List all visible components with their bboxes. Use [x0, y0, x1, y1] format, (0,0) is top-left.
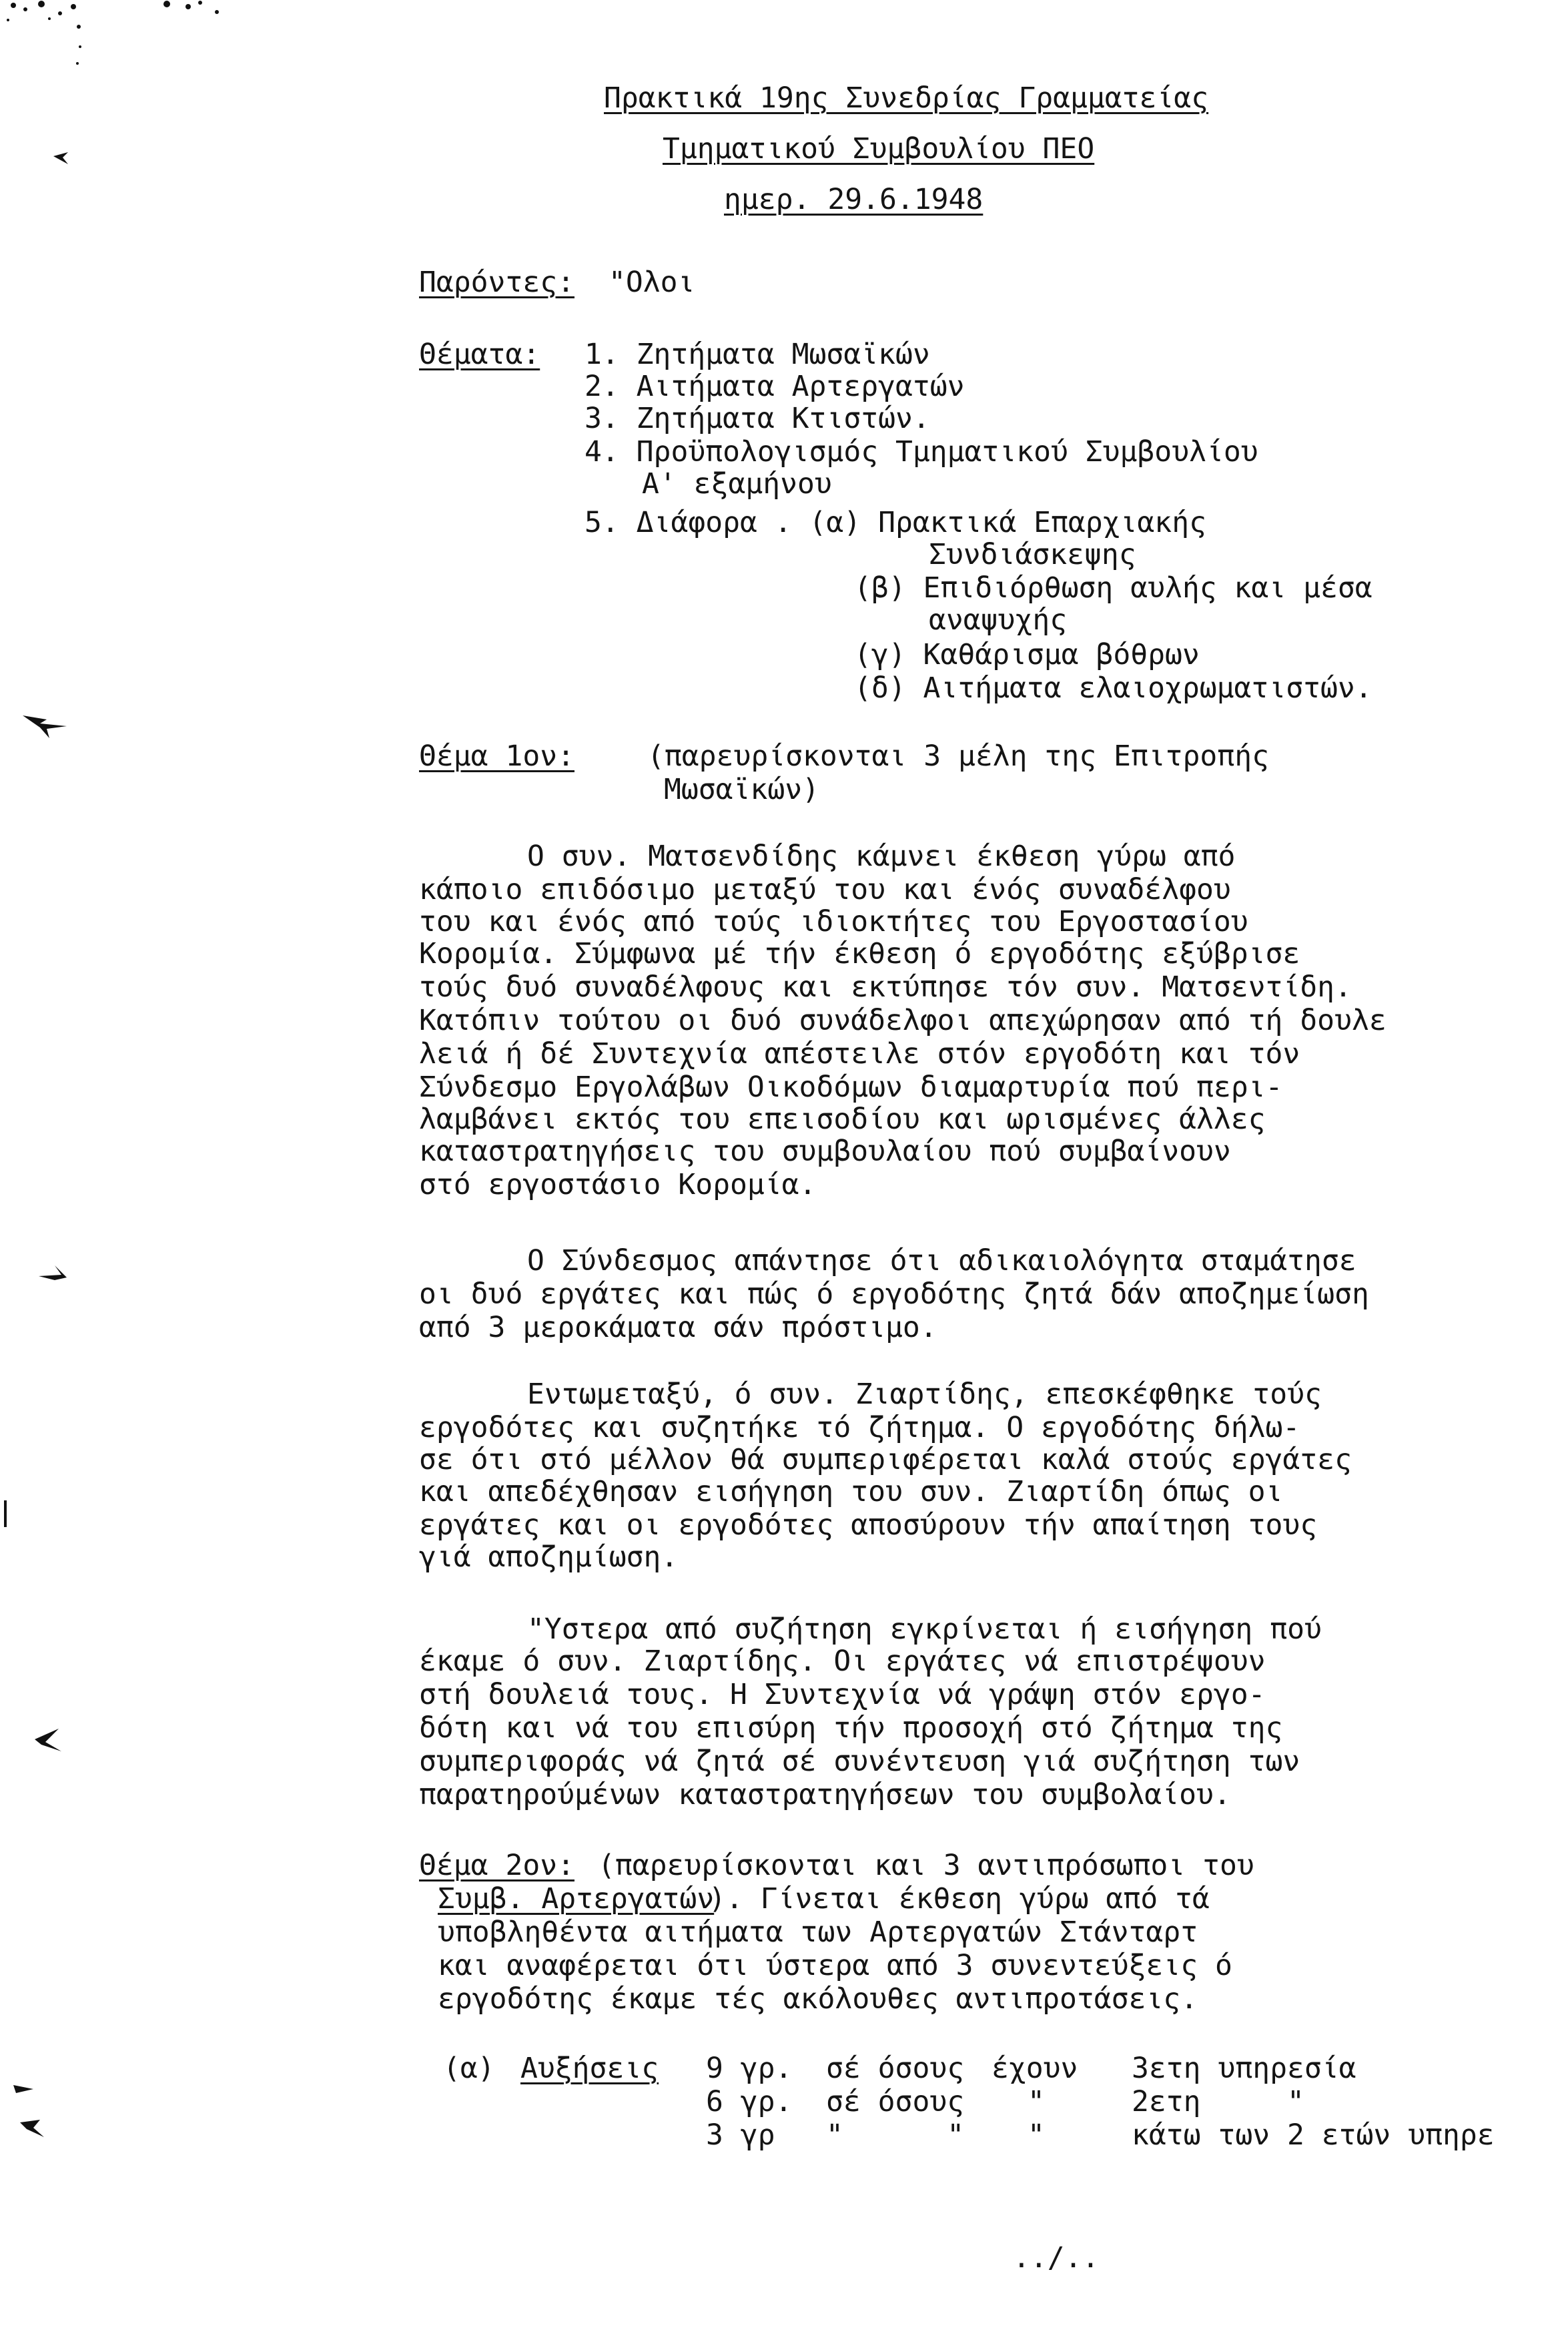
- text-line: Ο συν. Ματσενδίδης κάμνει έκθεση γύρω από: [527, 840, 1236, 873]
- text-line: στή δουλειά τους. Η Συντεχνία νά γράψη στόν εργο-: [419, 1678, 1266, 1711]
- text-line: του και ένός από τούς ιδιοκτήτες του Εργοστασίου: [419, 905, 1248, 938]
- agenda-label: Θέματα:: [419, 338, 540, 371]
- agenda-item-5a-cont: Συνδιάσκεψης: [929, 538, 1136, 571]
- agenda-item-5d: (δ) Αιτήματα ελαιοχρωματιστών.: [854, 671, 1373, 705]
- raise-row-3-have: ": [1028, 2118, 1045, 2152]
- text-line: γιά αποζημίωση.: [419, 1540, 679, 1574]
- text-line: κάποιο επιδόσιμο μεταξύ του και ένός συναδέλφου: [419, 873, 1231, 906]
- agenda-item-1: 1. Ζητήματα Μωσαϊκών: [584, 338, 930, 371]
- text-line: καταστρατηγήσεις του συμβουλαίου πού συμβαίνουν: [419, 1135, 1231, 1168]
- agenda-item-5: 5. Διάφορα . (α) Πρακτικά Επαρχιακής: [584, 506, 1206, 539]
- raise-row-1-service: 3ετη υπηρεσία: [1132, 2052, 1356, 2085]
- topic1-label: Θέμα 1ον:: [419, 740, 574, 773]
- raise-row-2-who: σέ όσους: [826, 2085, 965, 2118]
- raise-row-1-have: έχουν: [992, 2052, 1078, 2085]
- punch-mark-1: [48, 143, 75, 170]
- topic1-intro-2: Μωσαϊκών): [664, 773, 819, 806]
- text-line: δότη και νά του επισύρη τήν προσοχή στό ζήτημα της: [419, 1711, 1283, 1745]
- punch-mark-3: [35, 1260, 75, 1287]
- agenda-item-5b: (β) Επιδιόρθωση αυλής και μέσα: [854, 571, 1373, 605]
- present-label: Παρόντες:: [419, 266, 574, 299]
- topic2-line-1: (παρευρίσκονται και 3 αντιπρόσωποι του: [598, 1849, 1254, 1882]
- text-line: εργοδότες και συζητήκε τό ζήτημα. Ο εργοδότης δήλω-: [419, 1411, 1300, 1444]
- raise-row-1-who: σέ όσους: [826, 2052, 965, 2085]
- text-line: Σύνδεσμο Εργολάβων Οικοδόμων διαμαρτυρία πού περι-: [419, 1071, 1283, 1104]
- text-line: τούς δυό συναδέλφους και εκτύπησε τόν συν. Ματσεντίδη.: [419, 970, 1352, 1004]
- raises-label: Αυξήσεις: [520, 2052, 659, 2085]
- topic1-intro-1: (παρευρίσκονται 3 μέλη της Επιτροπής: [647, 740, 1269, 773]
- punch-mark-6: [7, 2076, 53, 2142]
- raise-row-2-have: ": [1028, 2085, 1045, 2118]
- raise-row-2-service: 2ετη ": [1132, 2085, 1304, 2118]
- topic2-line-4: και αναφέρεται ότι ύστερα από 3 συνεντεύξεις ό: [438, 1949, 1232, 1982]
- punch-mark-5: [32, 1725, 65, 1758]
- agenda-item-4: 4. Προϋπολογισμός Τμηματικού Συμβουλίου: [584, 435, 1258, 469]
- topic2-label: Θέμα 2ον:: [419, 1849, 574, 1882]
- text-line: σε ότι στό μέλλον θά συμπεριφέρεται καλά στούς εργάτες: [419, 1443, 1352, 1476]
- topic2-line-2: ). Γίνεται έκθεση γύρω από τά: [709, 1882, 1210, 1916]
- topic2-line-3: υποβληθέντα αιτήματα των Αρτεργατών Στάνταρτ: [438, 1916, 1198, 1949]
- text-line: στό εργοστάσιο Κορομία.: [419, 1168, 817, 1201]
- punch-mark-2: [20, 709, 73, 742]
- raise-row-3-amount: 3 γρ: [706, 2118, 775, 2152]
- text-line: εργάτες και οι εργοδότες αποσύρουν τήν απαίτηση τους: [419, 1508, 1318, 1542]
- agenda-item-2: 2. Αιτήματα Αρτεργατών: [584, 370, 965, 403]
- raise-row-3-service: κάτω των 2 ετών υπηρε: [1132, 2118, 1495, 2152]
- text-line: Κορομία. Σύμφωνα μέ τήν έκθεση ό εργοδότης εξύβρισε: [419, 937, 1300, 970]
- raises-prefix: (α): [443, 2052, 495, 2085]
- text-line: οι δυό εργάτες και πώς ό εργοδότης ζητά δάν αποζημείωση: [419, 1277, 1369, 1311]
- text-line: και απεδέχθησαν εισήγηση του συν. Ζιαρτίδη όπως οι: [419, 1475, 1283, 1508]
- topic2-line-5: εργοδότης έκαμε τές ακόλουθες αντιπροτάσεις.: [438, 1982, 1198, 2016]
- text-line: λειά ή δέ Συντεχνία απέστειλε στόν εργοδότη και τόν: [419, 1037, 1300, 1071]
- text-line: Κατόπιν τούτου οι δυό συνάδελφοι απεχώρησαν από τή δουλε: [419, 1004, 1387, 1037]
- text-line: "Υστερα από συζήτηση εγκρίνεται ή εισήγηση πού: [527, 1613, 1322, 1646]
- present-value: "Ολοι: [609, 266, 695, 299]
- text-line: από 3 μεροκάματα σάν πρόστιμο.: [419, 1311, 937, 1344]
- punch-mark-4: [0, 1498, 13, 1531]
- text-line: έκαμε ό συν. Ζιαρτίδης. Οι εργάτες νά επιστρέψουν: [419, 1645, 1266, 1678]
- topic2-label-2: Συμβ. Αρτεργατών: [438, 1882, 715, 1916]
- raise-row-2-amount: 6 γρ.: [706, 2085, 793, 2118]
- agenda-item-3: 3. Ζητήματα Κτιστών.: [584, 402, 930, 435]
- agenda-item-5c: (γ) Καθάρισμα βόθρων: [854, 638, 1200, 671]
- title-line-2: Τμηματικού Συμβουλίου ΠΕΟ: [663, 132, 1095, 166]
- text-line: Ο Σύνδεσμος απάντησε ότι αδικαιολόγητα σταμάτησε: [527, 1244, 1356, 1277]
- text-line: συμπεριφοράς νά ζητά σέ συνέντευση γιά συζήτηση των: [419, 1745, 1300, 1778]
- scan-speckle-top-left: [0, 0, 240, 80]
- agenda-item-5b-cont: αναψυχής: [929, 603, 1068, 637]
- continuation-mark: ../..: [1013, 2241, 1100, 2275]
- text-line: παρατηρούμένων καταστρατηγήσεων του συμβολαίου.: [419, 1778, 1231, 1811]
- date-line: ημερ. 29.6.1948: [724, 183, 984, 216]
- raise-row-3-who: " ": [826, 2118, 965, 2152]
- raise-row-1-amount: 9 γρ.: [706, 2052, 793, 2085]
- text-line: λαμβάνει εκτός του επεισοδίου και ωρισμένες άλλες: [419, 1103, 1266, 1136]
- title-line-1: Πρακτικά 19ης Συνεδρίας Γραμματείας: [604, 81, 1209, 115]
- text-line: Εντωμεταξύ, ό συν. Ζιαρτίδης, επεσκέφθηκε τούς: [527, 1378, 1322, 1411]
- agenda-item-4-cont: Α' εξαμήνου: [642, 467, 832, 501]
